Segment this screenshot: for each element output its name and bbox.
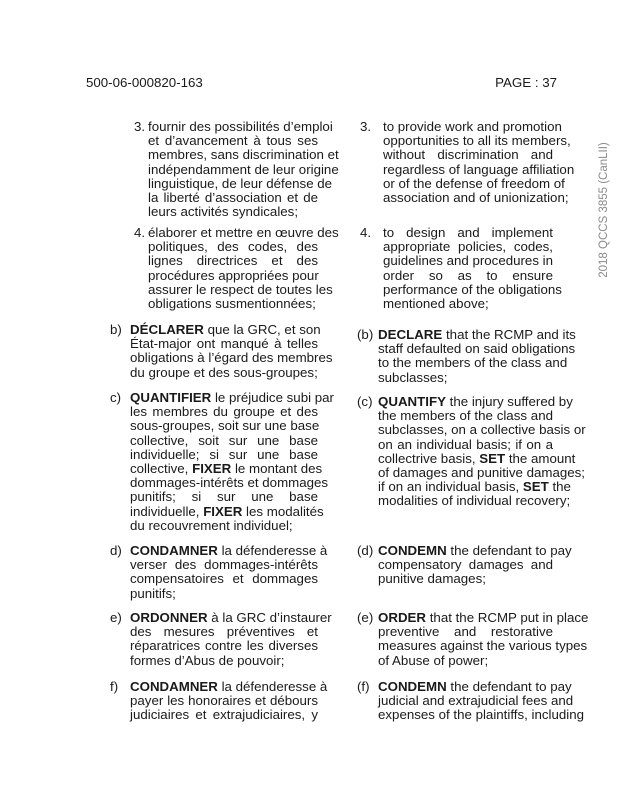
bold-keyword: ORDONNER [130,610,208,625]
item-text [148,225,339,311]
text-line: dommages-intérêts et dommages [130,475,329,491]
text-line [130,322,321,337]
item-text [378,394,586,509]
text-segment: the defendant to pay [446,543,572,558]
text-line: guidelines and procedures in [383,253,554,269]
text-segment: individuelle, [130,503,204,519]
bold-keyword: DECLARE [378,327,443,342]
text-line: obligations susmentionnées; [148,295,316,311]
text-line: procédures appropriées pour [148,267,319,283]
text-line: appropriate policies, codes, [383,239,553,255]
item-label: f) [110,679,119,694]
text-line: politiques, des codes, des [148,239,318,255]
text-line: fournir des possibilités d’emploi [148,119,333,134]
text-line [130,610,332,625]
text-line [130,460,323,476]
text-line: collective, soit sur une base [130,432,318,448]
text-line: lignes directrices et des [148,253,318,269]
bold-keyword: QUANTIFIER [130,390,212,405]
text-line: modalities of individual recovery; [378,493,571,509]
text-line [378,327,576,342]
text-line: regardless of language affiliation [383,161,575,177]
file-number: 500-06-000820-163 [86,75,203,90]
text-segment: collective, [130,460,193,476]
text-line [130,543,328,558]
bold-keyword: ORDER [378,610,427,625]
text-line [378,679,572,694]
bold-keyword: DÉCLARER [130,322,204,337]
bold-keyword: CONDAMNER [130,543,218,558]
text-line: membres, sans discrimination et [148,147,339,163]
text-line: of damages and punitive damages; [378,464,585,480]
text-segment: que la GRC, et son [203,322,321,337]
item-text [378,679,584,723]
item-text [383,119,575,205]
text-segment: le préjudice subi par [211,390,334,405]
text-line [130,503,324,519]
text-line: preventive and restorative [378,624,553,640]
text-line: subclasses; [378,369,448,385]
text-line: of Abuse of power; [378,652,489,668]
text-segment: à la GRC d’instaurer [207,610,332,625]
text-line: performance of the obligations [383,281,562,297]
text-segment: the amount [505,450,576,466]
text-line: to design and implement [383,225,553,240]
bold-keyword: FIXER [192,460,232,476]
bold-keyword: QUANTIFY [378,394,446,409]
text-segment: the injury suffered by [445,394,573,409]
item-label: c) [110,390,122,405]
bold-keyword: CONDAMNER [130,679,218,694]
item-label: d) [110,543,122,558]
item-text [130,543,328,601]
text-line: judicial and extrajudicial fees and [378,693,574,709]
text-segment: le montant des [231,460,323,476]
text-line: without discrimination and [383,147,553,163]
text-segment: that the RCMP put in place [426,610,589,625]
text-line [378,450,576,466]
bold-keyword: CONDEMN [378,679,447,694]
text-line: punitifs; si sur une base [130,489,318,505]
text-line: individuelle; si sur une base [130,446,318,462]
text-line: des mesures préventives et [130,624,318,640]
text-line: expenses of the plaintiffs, including [378,707,584,723]
bold-keyword: SET [522,479,549,495]
text-line: judiciaires et extrajudiciaires, y [130,707,318,723]
text-line: État-major ont manqué à telles [130,336,318,352]
item-label: (d) [357,543,374,558]
bold-keyword: FIXER [203,503,243,519]
citation-watermark: 2018 QCCS 3855 (CanLII) [598,142,610,278]
text-line: du groupe et des sous-groupes; [130,364,318,380]
item-label: 3. [134,119,146,134]
item-text [130,390,334,533]
item-text [383,225,562,311]
text-line: to the members of the class and [378,355,568,371]
text-segment: les modalités [242,503,324,519]
text-segment: la défenderesse à [217,679,328,694]
text-line: la liberté d’association et de [148,189,318,205]
bold-keyword: SET [479,450,506,466]
text-line: assurer le respect de toutes les [148,281,333,297]
text-line: compensatory damages and [378,557,553,573]
item-label: (c) [357,394,373,409]
text-line: subclasses, on a collective basis or [378,422,586,438]
text-line: leurs activités syndicales; [148,204,299,220]
bold-keyword: CONDEMN [378,543,447,558]
item-label: (f) [357,679,370,694]
text-line: et d’avancement à tous ses [148,133,318,149]
item-label: 4. [360,225,372,240]
text-line: les membres du groupe et des [130,404,318,420]
text-segment: la défenderesse à [217,543,328,558]
item-text [378,610,589,668]
text-line: punitive damages; [378,571,486,587]
item-label: 4. [134,225,146,240]
text-line [378,543,572,558]
text-line: formes d’Abus de pouvoir; [130,652,285,668]
text-line: élaborer et mettre en œuvre des [148,225,339,240]
text-line: staff defaulted on said obligations [378,341,576,357]
text-line: indépendamment de leur origine [148,161,339,177]
text-line: sous-groupes, soit sur une base [130,418,320,434]
text-segment: the defendant to pay [446,679,572,694]
text-line: association and of unionization; [383,189,569,205]
text-segment: collectrive basis, [378,450,480,466]
item-text [130,322,333,380]
text-line: mentioned above; [383,295,489,311]
text-line [378,610,589,625]
item-label: 3. [360,119,372,134]
text-line [378,479,571,495]
text-line: du recouvrement individuel; [130,517,293,533]
item-label: b) [110,322,122,337]
text-line: the members of the class and [378,408,553,424]
item-text [130,679,328,723]
item-label: e) [110,610,122,625]
text-line: to provide work and promotion [383,119,562,134]
text-line: payer les honoraires et débours [130,693,318,709]
item-label: (b) [357,327,374,342]
text-line: verser des dommages-intérêts [130,557,318,573]
text-line: order so as to ensure [383,267,553,283]
text-segment: the [548,479,571,495]
text-segment: that the RCMP and its [442,327,576,342]
text-line [130,679,328,694]
text-line: opportunities to all its members, [383,133,571,149]
text-line: obligations à l’égard des membres [130,350,333,366]
text-line [130,390,334,405]
item-text [148,119,339,220]
text-line: or of the defense of freedom of [383,175,565,191]
text-line: punitifs; [130,585,176,601]
text-line [378,394,573,409]
text-line: compensatoires et dommages [130,571,318,587]
page-number: PAGE : 37 [495,75,557,90]
text-line: linguistique, de leur défense de [148,175,333,191]
item-label: (e) [357,610,374,625]
text-line: measures against the various types [378,638,588,654]
item-text [130,610,332,668]
text-line: on an individual basis; if on a [378,436,553,452]
text-segment: if on an individual basis, [378,479,523,495]
item-text [378,327,576,385]
item-text [378,543,572,587]
text-line: réparatrices contre les diverses [130,638,318,654]
